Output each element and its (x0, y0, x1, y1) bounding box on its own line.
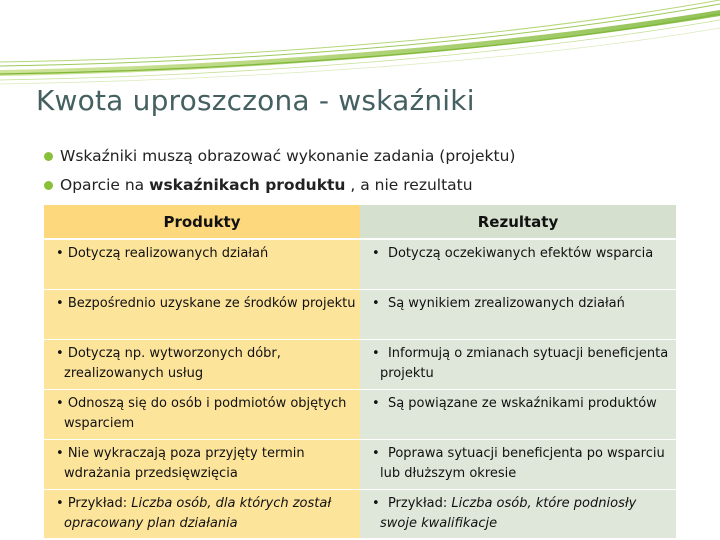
cell-text: • Dotyczą oczekiwanych efektów wsparcia (372, 244, 672, 264)
example-text: Liczba osób, dla których został opracowany plan działania (64, 495, 332, 531)
cell-text: • Odnoszą się do osób i podmiotów objętych wsparciem (56, 394, 356, 434)
cell-text: • Poprawa sytuacji beneficjenta po wsparciu lub dłuższym okresie (372, 444, 672, 484)
table-row (44, 389, 676, 439)
table-cell-rezultaty (360, 389, 676, 439)
cell-text (56, 494, 356, 534)
bullet-text: Wskaźniki muszą obrazować wykonanie zadania (projektu) (60, 147, 516, 165)
cell-text: • Bezpośrednio uzyskane ze środków projektu (56, 294, 356, 314)
table-cell-rezultaty (360, 489, 676, 538)
cell-text: • Są powiązane ze wskaźnikami produktów (372, 394, 672, 414)
header-rezultaty: Rezultaty (360, 205, 676, 239)
bullet-bold: wskaźnikach produktu (149, 176, 346, 194)
example-label: Przykład: (67, 495, 128, 511)
table-cell-produkty (44, 389, 360, 439)
table-cell-rezultaty (360, 289, 676, 339)
table-row (44, 439, 676, 489)
table-cell-produkty (44, 239, 360, 289)
comparison-table (44, 205, 676, 538)
cell-text: • Dotyczą np. wytworzonych dóbr, zrealizowanych usług (56, 344, 356, 384)
table-header-row (44, 205, 676, 239)
table-row (44, 239, 676, 289)
bullet-suffix: , a nie rezultatu (345, 176, 473, 194)
example-label: Przykład: (387, 495, 448, 511)
cell-text (372, 494, 672, 534)
bullet-item (44, 142, 515, 171)
table-row (44, 289, 676, 339)
table-cell-produkty (44, 289, 360, 339)
table-cell-produkty (44, 439, 360, 489)
header-produkty: Produkty (44, 205, 360, 239)
page-title: Kwota uproszczona - wskaźniki (36, 84, 475, 117)
example-text: Liczba osób, które podniosły swoje kwalifikacje (380, 495, 637, 531)
table-row-example (44, 489, 676, 538)
bullet-list (44, 142, 515, 200)
table-row (44, 339, 676, 389)
table-cell-produkty (44, 339, 360, 389)
bullet-prefix: Oparcie na (60, 176, 150, 194)
bullet-item (44, 171, 515, 200)
table-cell-rezultaty (360, 239, 676, 289)
cell-text: • Informują o zmianach sytuacji beneficjenta projektu (372, 344, 672, 384)
cell-text: • Dotyczą realizowanych działań (56, 244, 356, 264)
cell-text: • Nie wykraczają poza przyjęty termin wdrażania przedsięwzięcia (56, 444, 356, 484)
table-cell-rezultaty (360, 439, 676, 489)
table-cell-produkty (44, 489, 360, 538)
cell-text: • Są wynikiem zrealizowanych działań (372, 294, 672, 314)
table-cell-rezultaty (360, 339, 676, 389)
